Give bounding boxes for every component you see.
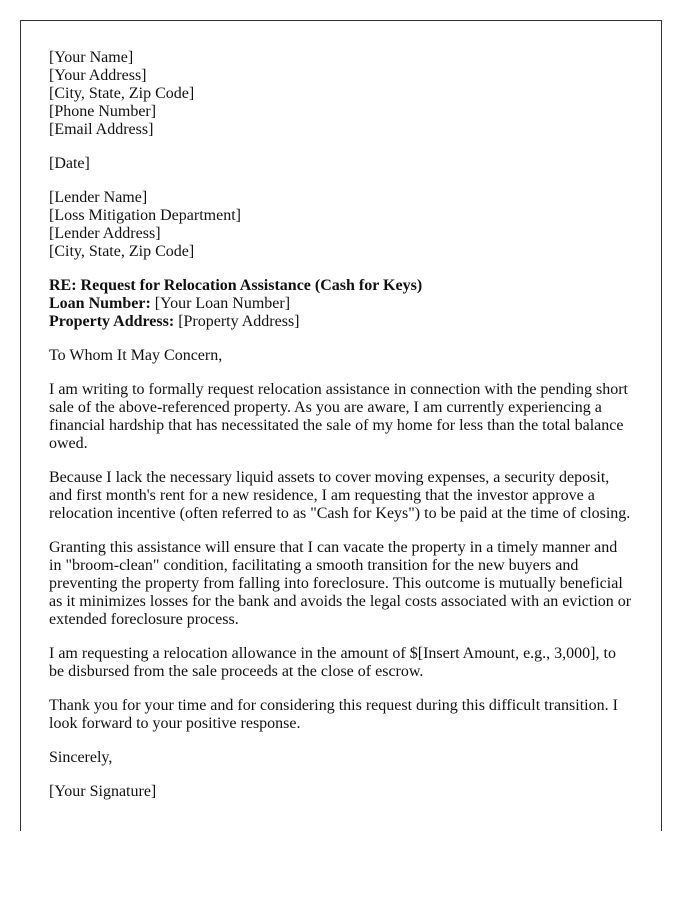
body-paragraph-5: Thank you for your time and for considering this request during this difficult transition. I look forward to your positive response. <box>49 697 618 732</box>
loan-number-label: Loan Number: <box>49 295 151 312</box>
body-paragraph-2: Because I lack the necessary liquid assets to cover moving expenses, a security deposit, and first month's rent for a new residence, I am requesting that the investor approve a relocation incentive (often referred to as "Cash for Keys") to be paid at the time of closing. <box>49 469 631 522</box>
recipient-city-state-zip: [City, State, Zip Code] <box>49 243 195 260</box>
sender-phone: [Phone Number] <box>49 103 157 120</box>
date-block <box>49 155 632 173</box>
loan-number-line <box>49 295 632 313</box>
property-address-line <box>49 313 632 331</box>
signature: [Your Signature] <box>49 783 157 800</box>
sender-name: [Your Name] <box>49 49 134 66</box>
body-paragraph-1: I am writing to formally request relocation assistance in connection with the pending short sale of the above-referenced property. As you are aware, I am currently experiencing a financial hardship that has necessitated the sale of my home for less than the total balance owed. <box>49 381 628 452</box>
sender-block <box>49 49 632 139</box>
property-address-label: Property Address: <box>49 313 175 330</box>
letter-date: [Date] <box>49 155 90 172</box>
recipient-block <box>49 189 632 261</box>
body-paragraph-4: I am requesting a relocation allowance in the amount of $[Insert Amount, e.g., 3,000], to be disbursed from the sale proceeds at the close of escrow. <box>49 645 616 680</box>
reference-block <box>49 277 632 331</box>
letter-page <box>20 20 662 831</box>
salutation: To Whom It May Concern, <box>49 347 223 364</box>
body-paragraph-3: Granting this assistance will ensure that I can vacate the property in a timely manner and in "broom-clean" condition, facilitating a smooth transition for the new buyers and preventing the property from falling into foreclosure. This outcome is mutually beneficial as it minimizes losses for the bank and avoids the legal costs associated with an eviction or extended foreclosure process. <box>49 539 632 628</box>
loan-number-value: [Your Loan Number] <box>150 295 291 312</box>
recipient-address: [Lender Address] <box>49 225 161 242</box>
sender-city-state-zip: [City, State, Zip Code] <box>49 85 195 102</box>
recipient-name: [Lender Name] <box>49 189 148 206</box>
recipient-department: [Loss Mitigation Department] <box>49 207 241 224</box>
sender-email: [Email Address] <box>49 121 154 138</box>
closing: Sincerely, <box>49 749 113 766</box>
property-address-value: [Property Address] <box>174 313 300 330</box>
subject-line <box>49 277 632 295</box>
subject-text: RE: Request for Relocation Assistance (Cash for Keys) <box>49 277 423 294</box>
sender-address: [Your Address] <box>49 67 147 84</box>
